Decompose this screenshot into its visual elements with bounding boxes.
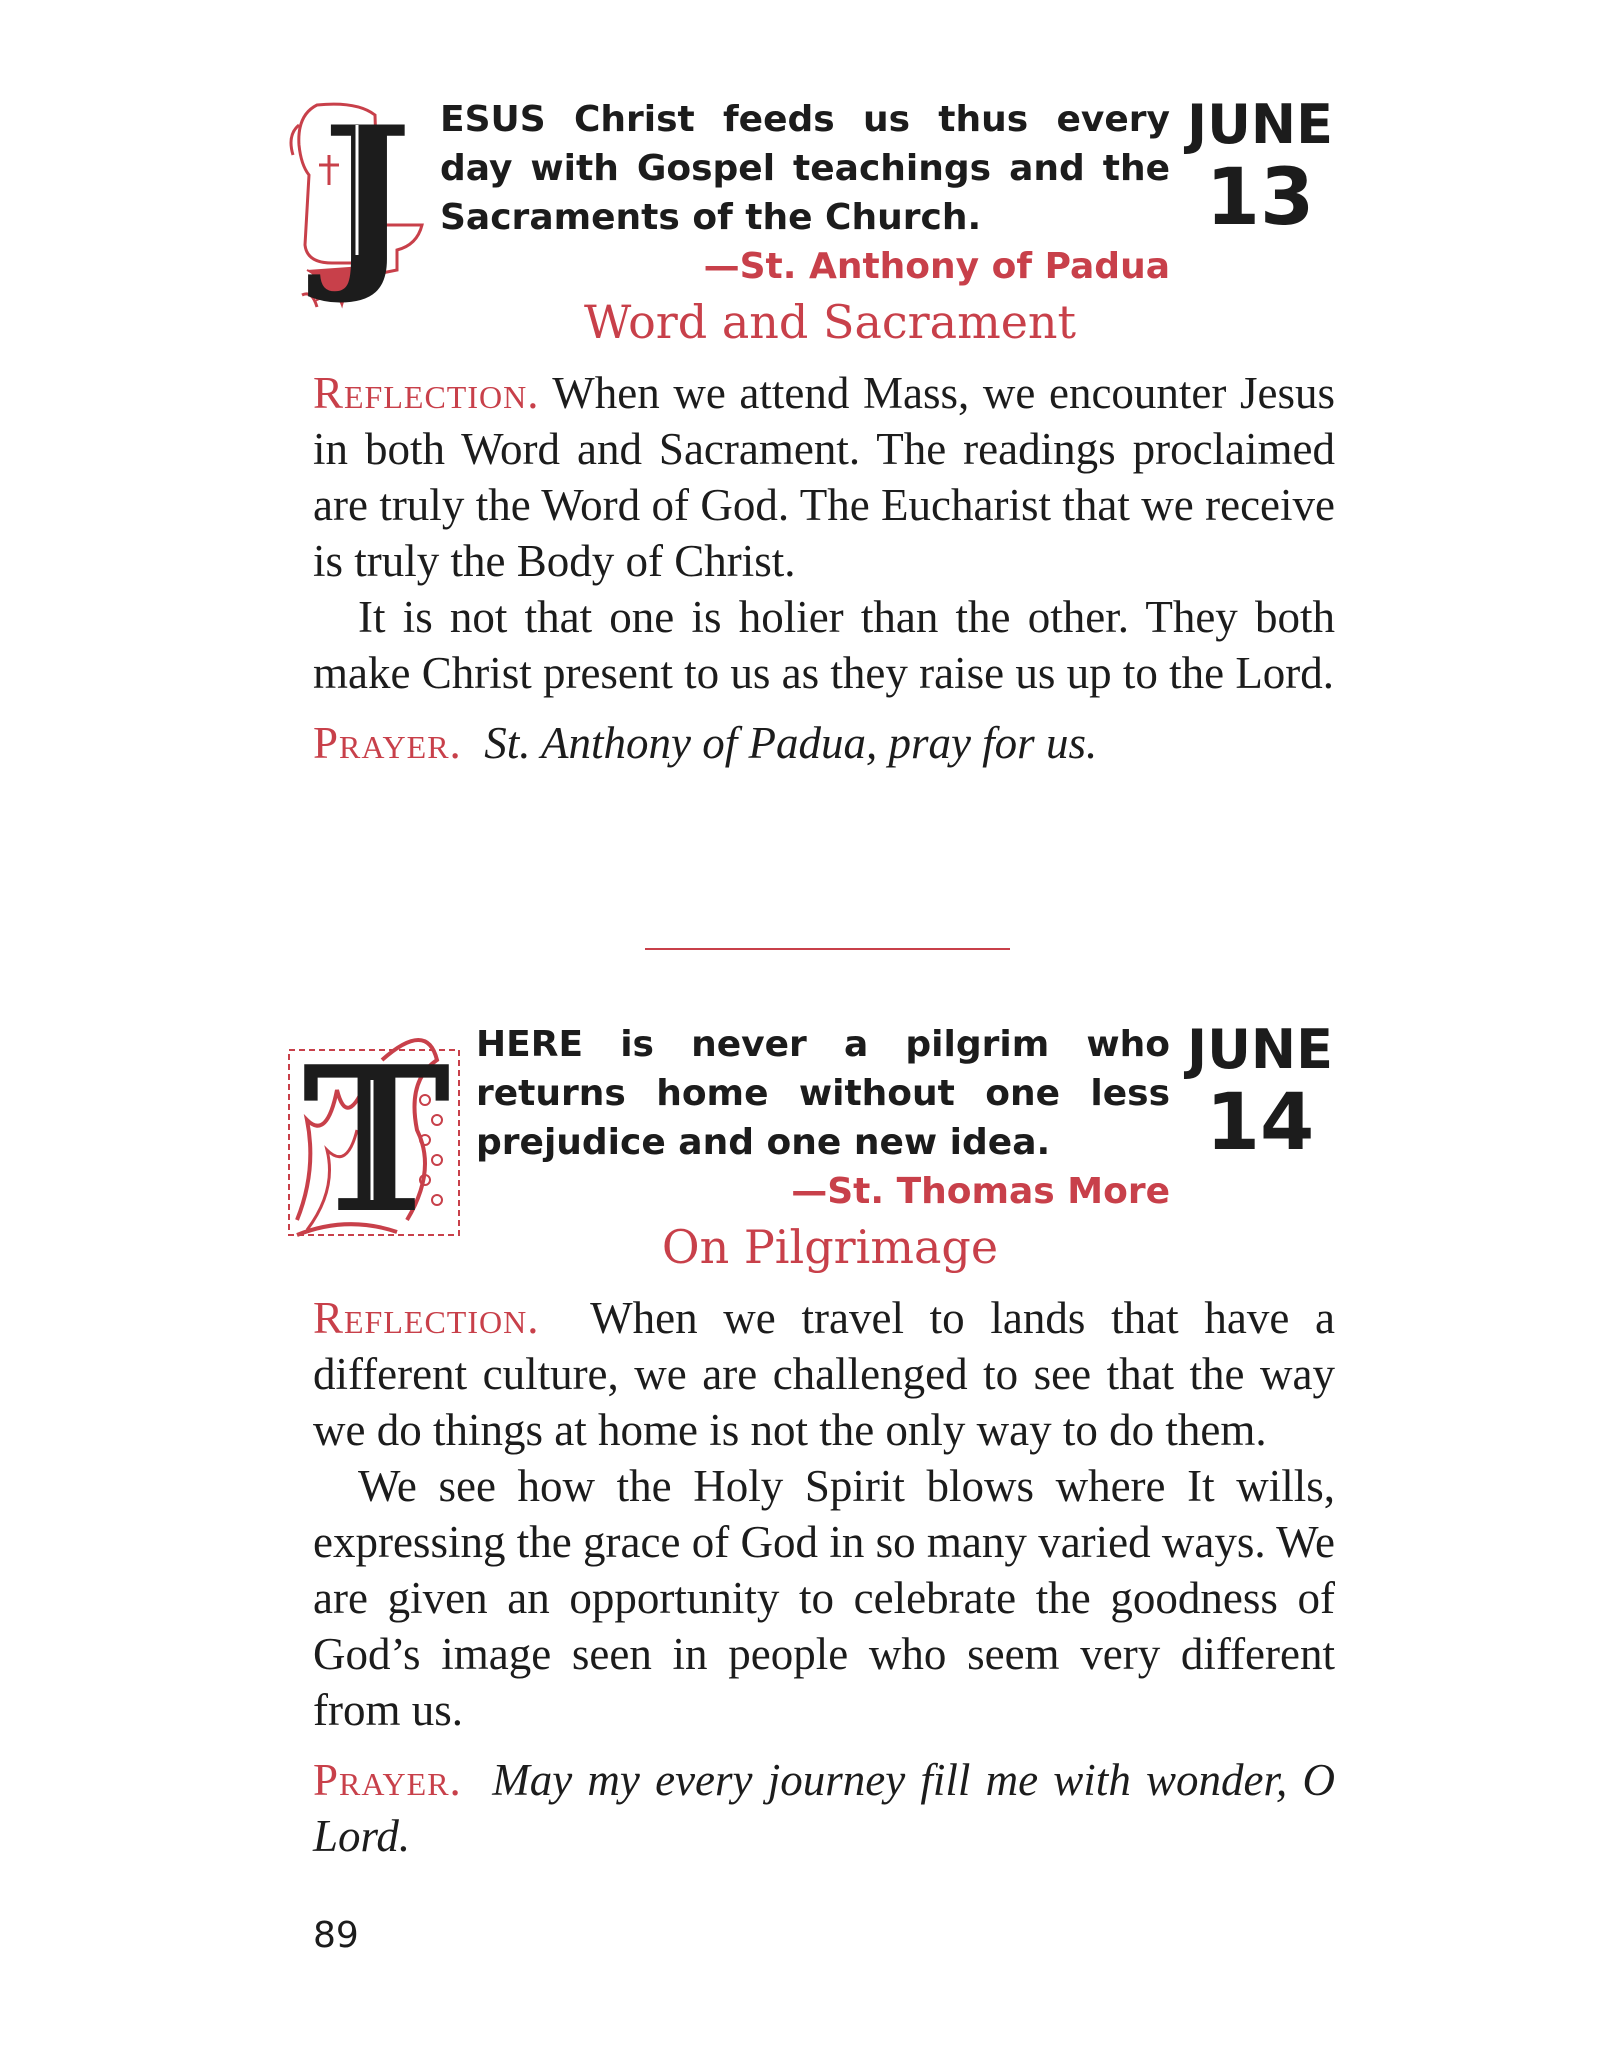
prayer-paragraph (313, 715, 1335, 771)
reflection-text: When we attend Mass, we encounter Jesus in both Word and Sacrament. The readings proclaimed are truly the Word of God. The Eucharist that we receive is truly the Body of Christ. (313, 368, 1336, 586)
quote-text: ESUS Christ feeds us thus every day with Gospel teachings and the Sacraments of the Church. (440, 99, 1170, 238)
quote-attribution: —St. Thomas More (791, 1171, 1170, 1212)
reflection-label: Reflection. (313, 1293, 540, 1343)
date-month: JUNE (1186, 1018, 1334, 1081)
date-badge (1185, 1020, 1335, 1166)
reflection-label: Reflection. (313, 368, 540, 418)
entry-body (313, 1290, 1335, 1864)
reflection-paragraph (313, 1290, 1335, 1458)
quote-attribution: —St. Anthony of Padua (703, 246, 1170, 287)
date-month: JUNE (1186, 93, 1334, 156)
reflection-paragraph-2: We see how the Holy Spirit blows where It wills, expressing the grace of God in so many varied ways. We are given an opportunity to celebrate the goodness of God’s image seen in people who seem very different from us. (313, 1461, 1335, 1735)
prayer-label: Prayer. (313, 718, 462, 768)
daily-quote (440, 95, 1170, 291)
reflection-paragraph-2: It is not that one is holier than the other. They both make Christ present to us as they raise us up to the Lord. (313, 592, 1335, 698)
reflection-paragraph (313, 365, 1335, 589)
ornate-initial-t-icon (287, 1020, 467, 1240)
daily-quote (476, 1020, 1170, 1216)
date-day: 13 (1205, 153, 1315, 243)
prayer-paragraph (313, 1752, 1335, 1864)
date-badge (1185, 95, 1335, 241)
section-divider (645, 948, 1010, 950)
date-day: 14 (1205, 1078, 1315, 1168)
svg-text:T: T (302, 1023, 451, 1240)
svg-text:J: J (322, 95, 412, 308)
prayer-label: Prayer. (313, 1755, 462, 1805)
ornate-initial-j-icon (287, 95, 427, 315)
prayer-text: St. Anthony of Padua, pray for us. (484, 718, 1098, 768)
entry-body (313, 365, 1335, 771)
entry-title: On Pilgrimage (661, 1220, 999, 1274)
quote-text: HERE is never a pilgrim who returns home without one less prejudice and one new idea. (476, 1024, 1170, 1163)
entry-title: Word and Sacrament (583, 295, 1077, 349)
prayer-text: May my every journey fill me with wonder, O Lord. (313, 1755, 1336, 1861)
page-number: 89 (313, 1915, 359, 1956)
reflection-text: When we travel to lands that have a different culture, we are challenged to see that the way we do things at home is not the only way to do them. (313, 1293, 1335, 1455)
